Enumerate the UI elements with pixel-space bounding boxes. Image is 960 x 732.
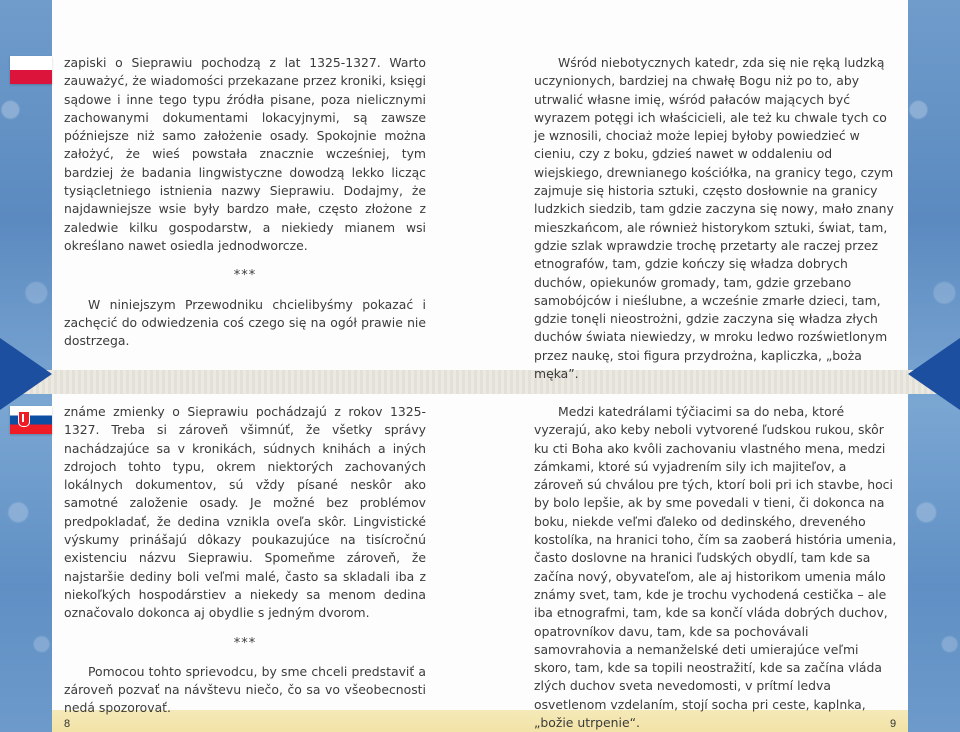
page-number-left: 8 <box>64 718 71 730</box>
right-triangle-marker <box>908 338 960 410</box>
slovak-crest-icon <box>18 411 30 427</box>
left-triangle-marker <box>0 338 52 410</box>
polish-left-paragraph-1: zapiski o Sieprawiu pochodzą z lat 1325-1327. Warto zauważyć, że wiadomości przekazane przez kroniki, księgi sądowe i inne tego typu źródła pisane, poza nielicznymi zachowanymi dokumentami lokacyjnymi, są zawsze późniejsze niż samo założenie osady. Spokojnie można założyć, że wieś powstała znacznie wcześniej, tym bardziej że badania lingwistyczne dowodzą lekko licząc tysiącletniego istnienia nazwy Sieprawiu. Dodajmy, że najdawniejsze wsie były bardzo małe, często złożone z zaledwie kilku gospodarstw, a niekiedy mianem wsi określano nawet osiedla jednodworcze. <box>64 55 426 253</box>
polish-flag-icon <box>10 56 52 84</box>
slovak-left-paragraph-2: Pomocou tohto sprievodcu, by sme chceli predstaviť a zároveň pozvať na návštevu niečo, čo sa vo všeobecnosti nedá spozorovať. <box>64 663 426 716</box>
slovak-right-paragraph-1: Medzi katedrálami týčiacimi sa do neba, ktoré vyzerajú, ako keby neboli vytvorené ľudskou rukou, skôr ku cti Boha ako kvôli zachovaniu vlastného mena, medzi zámkami, ktoré sú vyjadrením sily ich majiteľov, a zároveň sú chválou pre tých, ktorí boli pri ich stavbe, hoci by bolo lepšie, ak by sme povedali v tieni, či dokonca na boku, niekde veľmi ďaleko od dedinského, dreveného kostolíka, na hranici toho, čím sa zaoberá história umenia, často doslovne na hranici ľudských obydlí, tam kde sa začína nový, obyvateľom, ale aj historikom umenia málo známy svet, tam, kde je trochu vychodená cestička – ale iba etnografmi, tam, kde sa končí vláda dobrých duchov, opatrovníkov davu, tam, kde sa pochovávali samovrahovia a nemanželské deti umierajúce veľmi skoro, tam, kde sa topili neostražití, kde sa začína vláda zlých duchov sveta nevedomosti, v prítmí ledva osvetlenom vzdelaním, stojí socha pri ceste, kaplnka, „božie utrpenie“. <box>534 404 897 731</box>
polish-left-column <box>64 54 426 350</box>
slovak-left-column <box>64 403 426 718</box>
polish-separator: *** <box>233 268 257 284</box>
slovak-left-paragraph-1: známe zmienky o Sieprawiu pochádzajú z rokov 1325-1327. Treba si zároveň všimnúť, že všetky správy nachádzajúce sa v kronikách, súdnych knihách a iných zdrojoch tohto typu, okrem niektorých zachovaných lokálnych dokumentov, sú vždy písané neskôr ako samotné založenie osady. Je možné bez problémov predpokladať, že dedina vznikla oveľa skôr. Lingvistické výskumy prinášajú dôkazy poukazujúce na tisícročnú existenciu názvu Sieprawiu. Spomeňme zároveň, že najstaršie dediny boli veľmi malé, často sa skladali iba z niekoľkých hospodárstiev a niekedy sa menom dedina označovalo dokonca aj obydlie s jedným dvorom. <box>64 404 426 621</box>
slovak-flag-icon <box>10 406 52 434</box>
slovak-right-column <box>534 403 898 732</box>
slovak-separator: *** <box>233 635 257 651</box>
polish-right-column <box>534 54 898 383</box>
polish-right-paragraph-1: Wśród niebotycznych katedr, zda się nie ręką ludzką uczynionych, bardziej na chwałę Bogu niż po to, aby utrwalić własne imię, wśród pałaców mających być wyrazem potęgi ich właścicieli, ale też ku chwale tych co je wznosili, chociaż może lepiej byłoby powiedzieć w cieniu, czy z boku, gdzieś nawet w oddaleniu od wiejskiego, drewnianego kościółka, na granicy tego, czym zajmuje się historia sztuki, często dosłownie na granicy ludzkich siedzib, tam gdzie zaczyna się nowy, mało znany mieszkańcom, ale również historykom sztuki, świat, tam, gdzie szlak wprawdzie trochę przetarty ale raczej przez etnografów, tam, gdzie kończy się władza dobrych duchów, opiekunów gromady, tam, gdzie grzebano samobójców i nieślubne, a wcześnie zmarłe dzieci, tam, gdzie tonęli nieostrożni, gdzie zaczyna się władza złych duchów świata niewiedzy, w mroku ledwo rozświetlonym przez naukę, stoi figura przydrożna, kapliczka, „boża męka”. <box>534 55 894 382</box>
polish-left-paragraph-2: W niniejszym Przewodniku chcielibyśmy pokazać i zachęcić do odwiedzenia coś czego się na ogół prawie nie dostrzega. <box>64 296 426 349</box>
page-number-right: 9 <box>890 718 897 730</box>
